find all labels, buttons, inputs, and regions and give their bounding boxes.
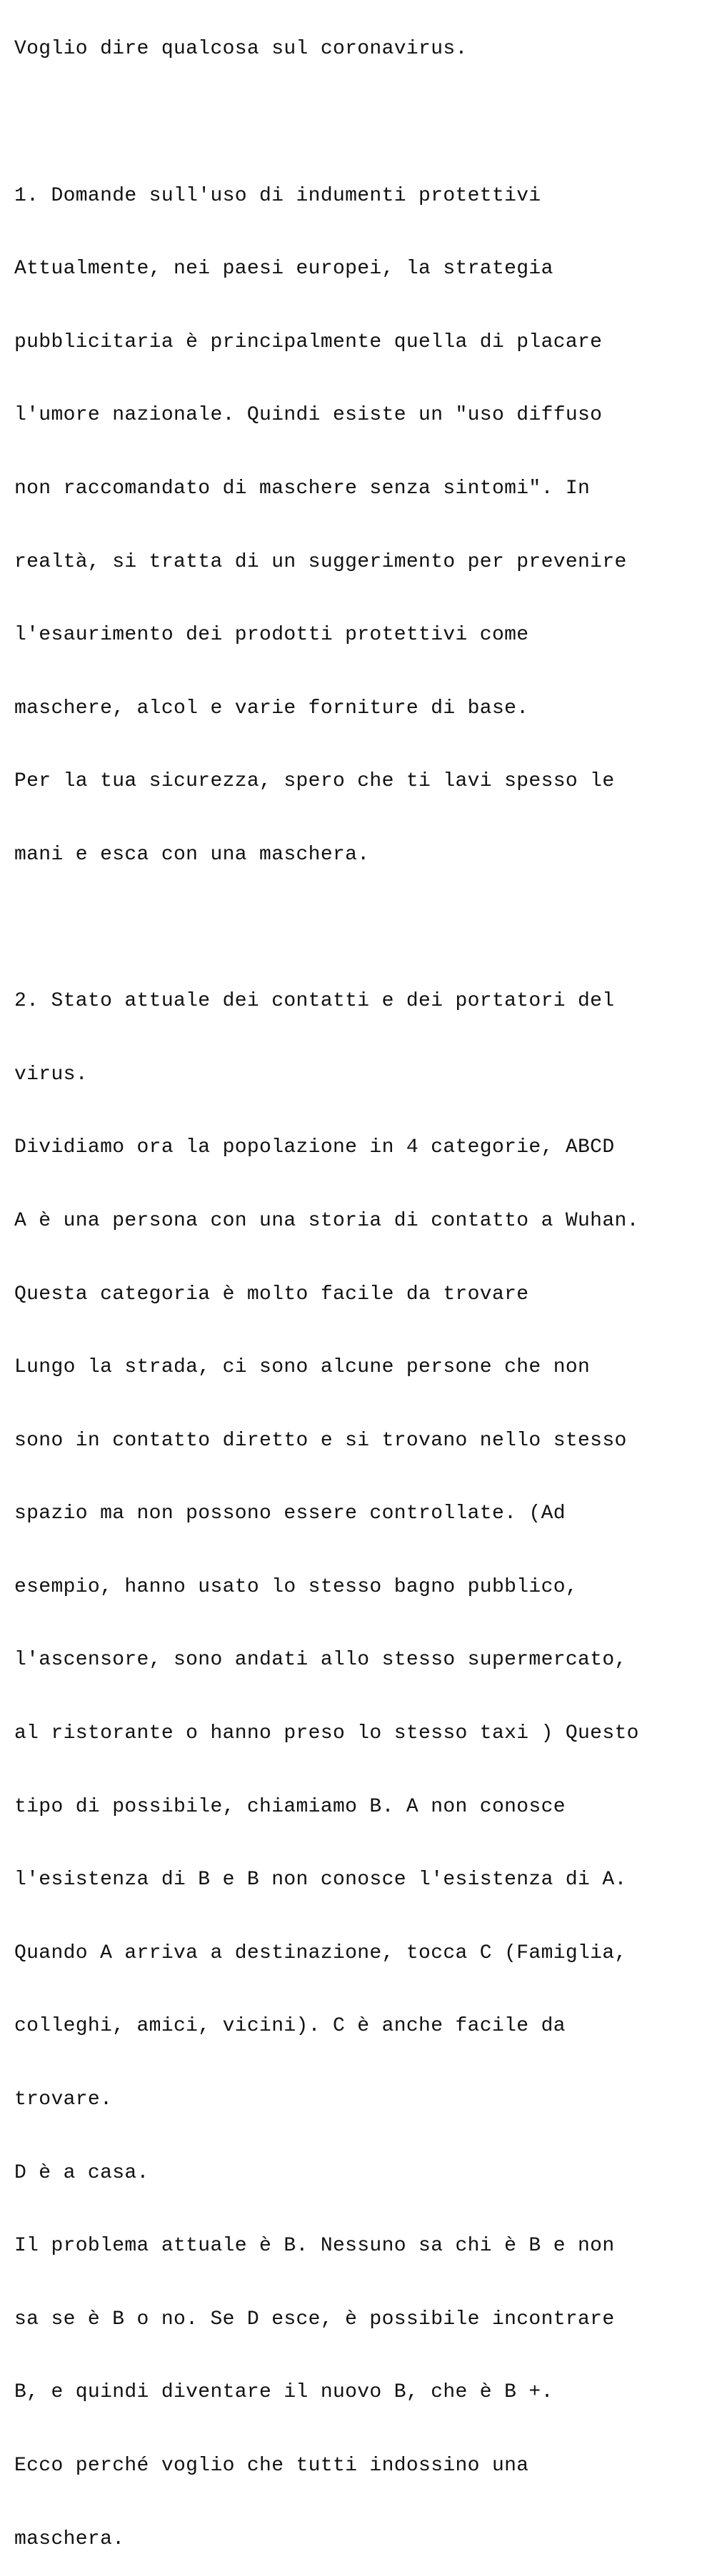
section-1-line: realtà, si tratta di un suggerimento per prevenire [14, 550, 627, 573]
section-2-line: Dividiamo ora la popolazione in 4 categorie, ABCD [14, 1136, 615, 1159]
section-2-line: D è a casa. [14, 2161, 149, 2184]
blank-line [14, 916, 718, 941]
section-2-line: esempio, hanno usato lo stesso bagno pubblico, [14, 1575, 578, 1598]
section-2-line: Lungo la strada, ci sono alcune persone che non [14, 1356, 591, 1379]
section-1-line: l'umore nazionale. Quindi esiste un "uso diffuso [14, 404, 603, 427]
section-2-line: sa se è B o no. Se D esce, è possibile incontrare [14, 2308, 615, 2330]
section-2-line: l'esistenza di B e B non conosce l'esistenza di A. [14, 1869, 627, 1891]
section-1-heading: 1. Domande sull'uso di indumenti protettivi [14, 184, 541, 207]
section-2-line: sono in contatto diretto e si trovano nello stesso [14, 1429, 627, 1452]
section-1-line: pubblicitaria è principalmente quella di placare [14, 330, 603, 353]
section-2-line: Questa categoria è molto facile da trovare [14, 1283, 529, 1305]
section-2-line: colleghi, amici, vicini). C è anche facile da [14, 2015, 566, 2038]
section-2-heading: 2. Stato attuale dei contatti e dei portatori del [14, 990, 615, 1013]
section-1-line: Attualmente, nei paesi europei, la strategia [14, 258, 553, 281]
section-2-line: A è una persona con una storia di contatto a Wuhan. [14, 1209, 639, 1232]
section-2-line: B, e quindi diventare il nuovo B, che è B +. [14, 2381, 553, 2404]
section-1-line: non raccomandato di maschere senza sintomi". In [14, 477, 591, 500]
section-2-line: trovare. [14, 2088, 113, 2111]
section-1-line: Per la tua sicurezza, spero che ti lavi spesso le [14, 770, 615, 793]
section-1-line: mani e esca con una maschera. [14, 843, 370, 866]
document-text [14, 0, 718, 2576]
section-1-line: l'esaurimento dei prodotti protettivi come [14, 624, 529, 647]
section-2-line: Il problema attuale è B. Nessuno sa chi è B e non [14, 2235, 615, 2258]
section-2-line: al ristorante o hanno preso lo stesso taxi ) Questo [14, 1722, 639, 1745]
section-2-line: tipo di possibile, chiamiamo B. A non conosce [14, 1795, 566, 1818]
section-2-line: Ecco perché voglio che tutti indossino una [14, 2455, 529, 2477]
blank-line [14, 111, 718, 135]
section-1-line: maschere, alcol e varie forniture di base. [14, 697, 529, 719]
section-2-line: Quando A arriva a destinazione, tocca C (Famiglia, [14, 1941, 627, 1964]
intro-line: Voglio dire qualcosa sul coronavirus. [14, 38, 468, 61]
section-2-line: l'ascensore, sono andati allo stesso supermercato, [14, 1649, 627, 1672]
section-2-line: spazio ma non possono essere controllate. (Ad [14, 1502, 566, 1525]
section-2-heading-cont: virus. [14, 1063, 88, 1086]
section-2-line: maschera. [14, 2527, 125, 2550]
